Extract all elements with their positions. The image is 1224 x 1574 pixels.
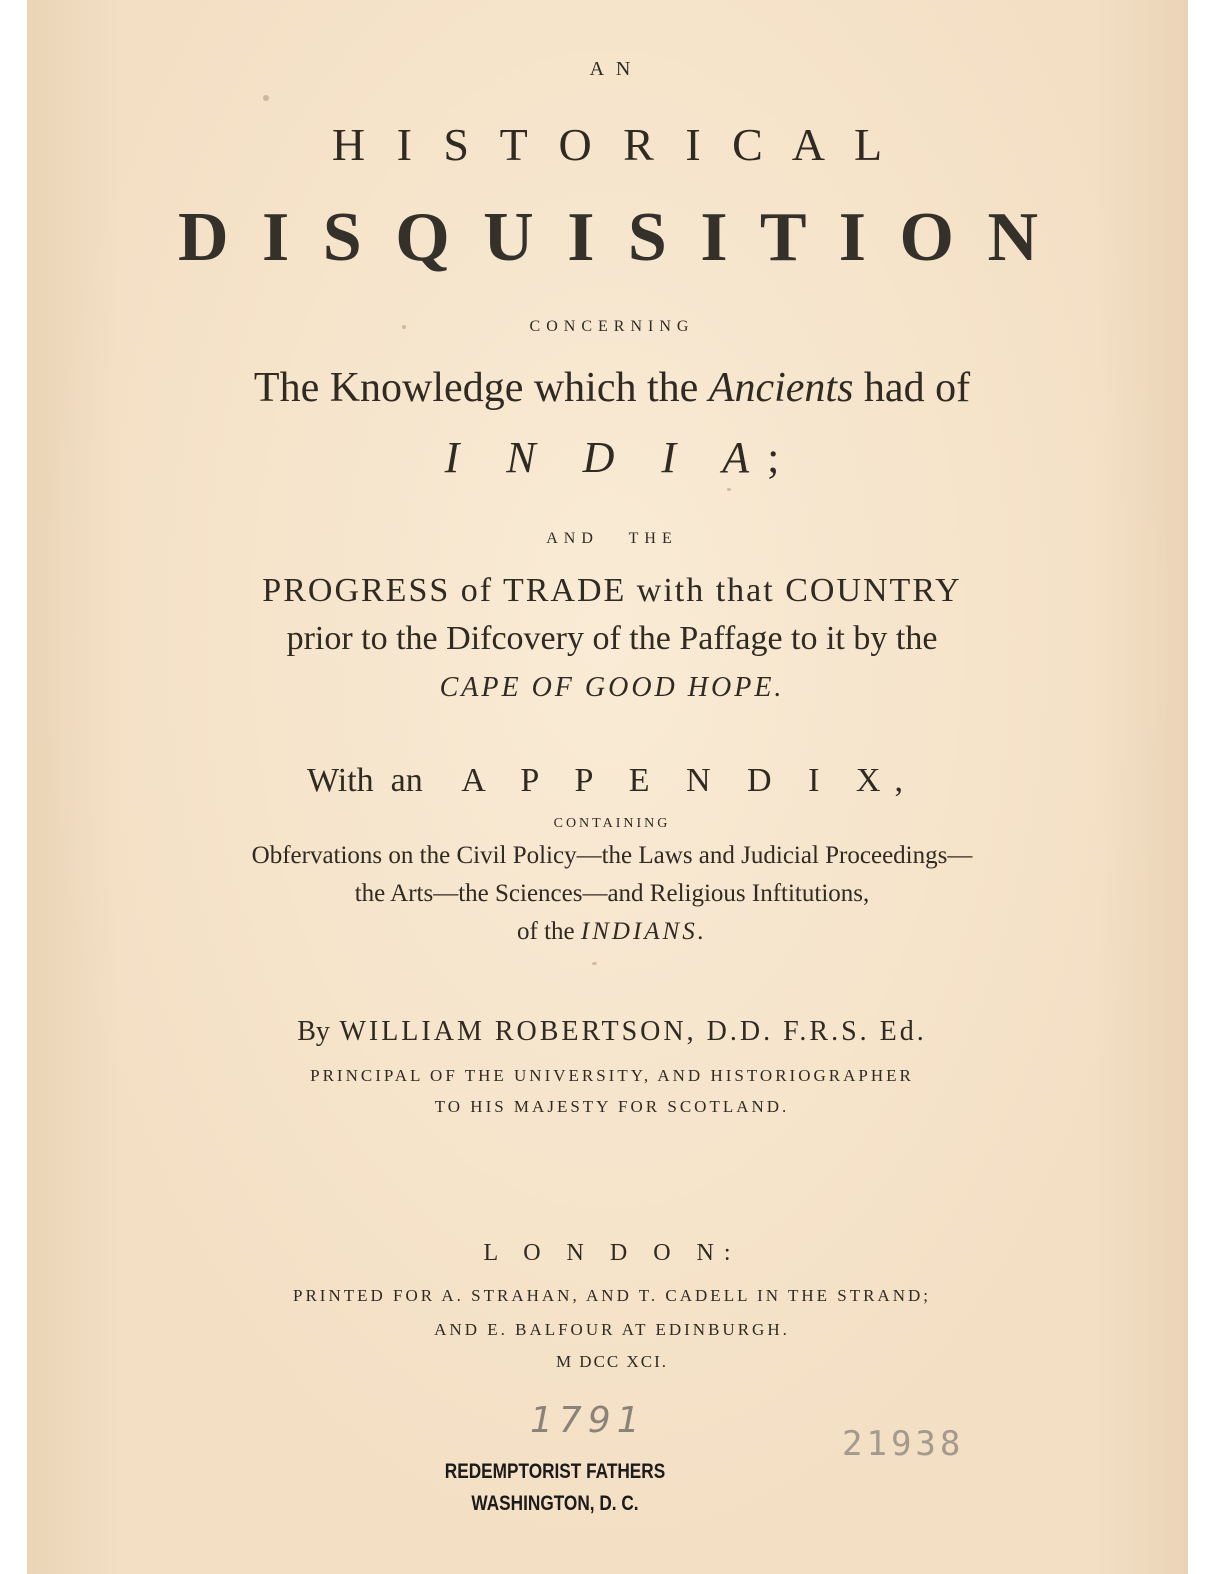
stamp-line-2: WASHINGTON, D. C.	[471, 1492, 639, 1515]
principal-line: PRINCIPAL OF THE UNIVERSITY, AND HISTORIOGRAPHER	[310, 1066, 914, 1085]
printed-line: PRINTED FOR A. STRAHAN, AND T. CADELL IN THE STRAND;	[292, 1286, 931, 1305]
containing-label: CONTAINING	[553, 816, 671, 831]
indians-line	[0, 918, 1224, 946]
year-line: M DCC XCI.	[555, 1352, 669, 1371]
accession-number: 21938	[842, 1424, 965, 1464]
london-label: L O N D O N:	[483, 1240, 741, 1266]
handwritten-year: 1791	[530, 1400, 646, 1441]
subtitle-pre: The Knowledge which the	[253, 365, 699, 411]
subtitle-knowledge	[0, 364, 1224, 412]
arts-line: the Arts—the Sciences—and Religious Inftitutions,	[354, 880, 870, 907]
foxing-spot	[263, 95, 269, 101]
title-an: A N	[589, 58, 635, 80]
india-word: I N D I A	[444, 433, 768, 482]
india-line	[0, 432, 1224, 483]
concerning-label: CONCERNING	[529, 318, 695, 335]
majesty-line: TO HIS MAJESTY FOR SCOTLAND.	[434, 1097, 790, 1116]
title-historical: H I S T O R I C A L	[331, 119, 893, 170]
author-line	[0, 1016, 1224, 1048]
observations-line: Obfervations on the Civil Policy—the Laws and Judicial Proceedings—	[251, 842, 973, 869]
by-label: By	[297, 1016, 330, 1047]
stamp-line-1: REDEMPTORIST FATHERS	[444, 1460, 666, 1483]
and-the-label: AND THE	[546, 530, 678, 547]
appendix-word: A P P E N D I X,	[461, 762, 917, 799]
ownership-stamp	[444, 1460, 665, 1516]
with-an: With an	[307, 762, 423, 799]
balfour-line: AND E. BALFOUR AT EDINBURGH.	[434, 1320, 790, 1339]
of-the: of the	[517, 918, 575, 945]
cape-line: CAPE OF GOOD HOPE.	[439, 672, 785, 703]
india-punct: ;	[767, 433, 780, 482]
progress-line: PROGRESS of TRADE with that COUNTRY	[262, 572, 962, 609]
prior-line: prior to the Difcovery of the Paffage to it by the	[286, 620, 938, 657]
subtitle-ancients: Ancients	[708, 365, 854, 411]
author-name: WILLIAM ROBERTSON, D.D. F.R.S. Ed.	[339, 1016, 927, 1047]
foxing-spot	[727, 488, 731, 491]
appendix-line	[0, 762, 1224, 800]
indians-word: INDIANS.	[580, 918, 707, 945]
subtitle-post: had of	[863, 365, 971, 411]
foxing-spot	[592, 962, 597, 965]
title-disquisition: D I S Q U I S I T I O N	[177, 199, 1047, 276]
